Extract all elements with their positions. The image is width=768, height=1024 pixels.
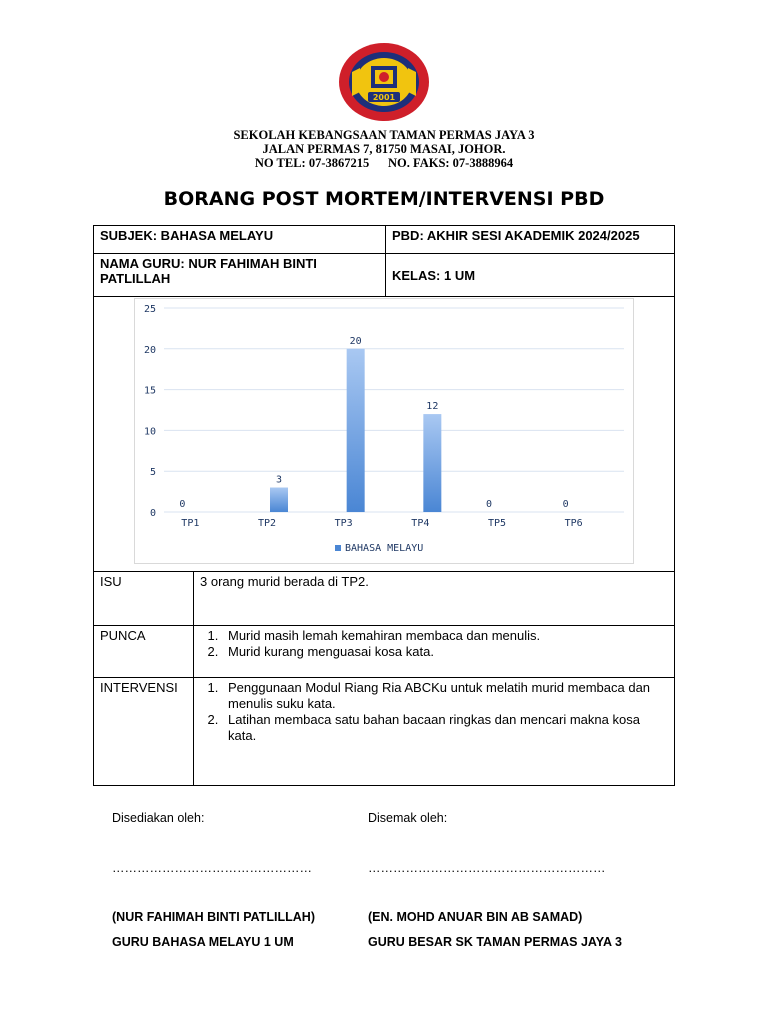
checked-by-label: Disemak oleh:: [368, 811, 448, 825]
punca-item: 1. Murid masih lemah kemahiran membaca dan menulis.: [222, 628, 668, 644]
x-tick-label: TP5: [487, 518, 507, 529]
intervensi-item: 1. Penggunaan Modul Riang Ria ABCKu untuk melatih murid membaca dan menulis suku kata.: [222, 680, 668, 712]
subject-cell: SUBJEK: BAHASA MELAYU: [94, 226, 386, 254]
class-cell: KELAS: 1 UM: [386, 254, 675, 297]
y-tick-label: 0: [149, 508, 156, 519]
data-label: 12: [426, 401, 439, 413]
school-name: SEKOLAH KEBANGSAAN TAMAN PERMAS JAYA 3: [233, 128, 535, 142]
bar: [423, 414, 441, 512]
y-tick-label: 20: [143, 344, 156, 356]
checked-name: (EN. MOHD ANUAR BIN AB SAMAD): [368, 910, 583, 924]
intervensi-item: 2. Latihan membaca satu bahan bacaan ringkas dan mencari makna kosa kata.: [222, 712, 668, 744]
legend-label: BAHASA MELAYU: [345, 543, 424, 554]
punca-list: [200, 628, 668, 660]
info-table: [93, 225, 675, 297]
prepared-by-label: Disediakan oleh:: [112, 811, 205, 825]
y-tick-label: 5: [149, 467, 156, 479]
school-contact: NO TEL: 07-3867215 NO. FAKS: 07-3888964: [254, 156, 514, 170]
school-crest-logo: [338, 42, 430, 122]
x-tick-label: TP6: [564, 518, 583, 529]
school-header: [0, 128, 768, 170]
x-tick-label: TP4: [411, 518, 430, 529]
isu-text: 3 orang murid berada di TP2.: [194, 572, 675, 626]
checked-signature-line: …………………………………………………: [368, 861, 606, 875]
teacher-cell: NAMA GURU: NUR FAHIMAH BINTI PATLILLAH: [94, 254, 386, 297]
x-tick-label: TP1: [181, 518, 200, 529]
prepared-signature-line: …………………………………………: [112, 861, 312, 875]
form-title: BORANG POST MORTEM/INTERVENSI PBD: [163, 188, 605, 210]
intervensi-list: [200, 680, 668, 744]
chart-area: [93, 296, 675, 572]
prepared-name: (NUR FAHIMAH BINTI PATLILLAH): [112, 910, 315, 924]
x-tick-label: TP2: [257, 518, 277, 529]
prepared-role: GURU BAHASA MELAYU 1 UM: [112, 935, 294, 949]
punca-item: 2. Murid kurang menguasai kosa kata.: [222, 644, 668, 660]
bar: [270, 488, 288, 512]
x-tick-label: TP3: [334, 518, 353, 529]
bar: [347, 349, 365, 512]
data-label: 0: [179, 499, 186, 510]
data-label: 3: [275, 474, 283, 486]
detail-table: [93, 571, 675, 786]
school-address: JALAN PERMAS 7, 81750 MASAI, JOHOR.: [262, 142, 506, 156]
intervensi-label: INTERVENSI: [94, 678, 194, 786]
pbd-cell: PBD: AKHIR SESI AKADEMIK 2024/2025: [386, 226, 675, 254]
intervensi-list-cell: [194, 678, 675, 786]
data-label: 0: [562, 499, 569, 510]
chart-frame: [135, 299, 634, 564]
punca-label: PUNCA: [94, 626, 194, 678]
y-tick-label: 10: [143, 426, 156, 438]
checked-role: GURU BESAR SK TAMAN PERMAS JAYA 3: [368, 935, 622, 949]
logo-year: 2001: [372, 93, 396, 102]
bar-chart: [134, 298, 634, 564]
y-tick-label: 25: [143, 304, 156, 315]
data-label: 20: [349, 335, 362, 347]
y-tick-label: 15: [143, 385, 156, 397]
punca-list-cell: [194, 626, 675, 678]
isu-label: ISU: [94, 572, 194, 626]
data-label: 0: [485, 499, 493, 510]
legend-swatch: [335, 545, 341, 551]
